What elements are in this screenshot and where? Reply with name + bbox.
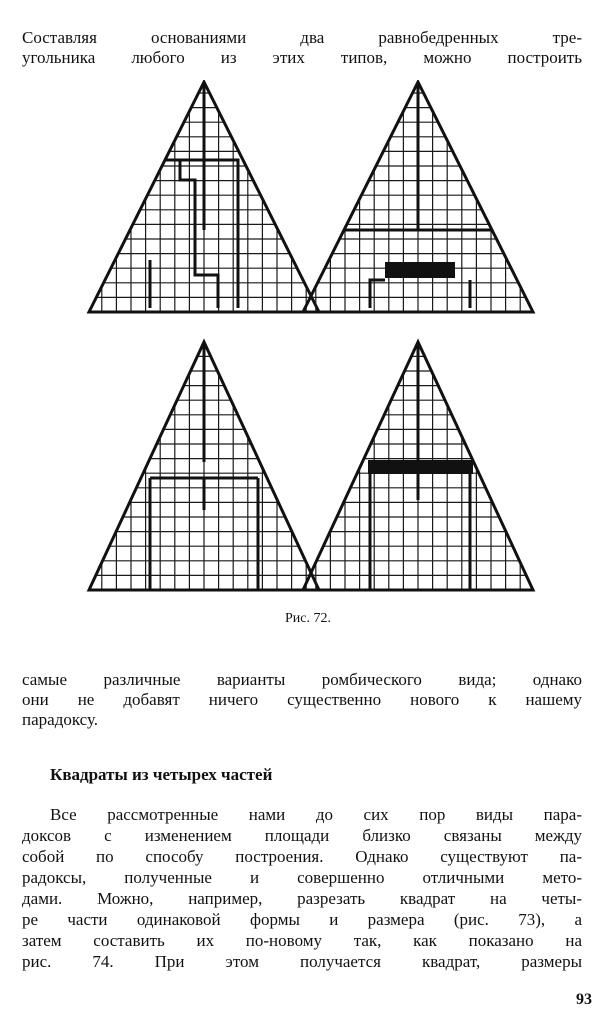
section-line-7: затем составить их по-новому так, как показано на xyxy=(22,931,582,950)
after-line-2: они не добавят ничего существенно нового к нашему xyxy=(22,690,582,709)
section-line-1: Все рассмотренные нами до сих пор виды пара- xyxy=(50,805,582,824)
section-heading: Квадраты из четырех частей xyxy=(50,765,273,784)
triangle-3 xyxy=(89,342,319,590)
page-number: 93 xyxy=(576,991,592,1008)
grid-lines xyxy=(303,342,533,590)
triangle-1 xyxy=(89,82,319,312)
cut-line xyxy=(165,160,238,308)
figure-caption: Рис. 72. xyxy=(285,611,331,626)
section-line-3: собой по способу построения. Однако существуют па- xyxy=(22,847,582,866)
section-line-2: доксов с изменением площади близко связаны между xyxy=(22,826,582,845)
intro-line-2: угольника любого из этих типов, можно построить xyxy=(22,48,582,67)
filled-block xyxy=(385,262,455,278)
section-line-4: радоксы, полученные и совершенно отличными мето- xyxy=(22,868,582,887)
triangle-2 xyxy=(303,82,533,312)
cut-line xyxy=(370,280,385,308)
section-line-8: рис. 74. При этом получается квадрат, размеры xyxy=(22,952,582,971)
section-line-6: ре части одинаковой формы и размера (рис. 73), а xyxy=(22,910,582,929)
grid-lines xyxy=(303,82,533,312)
cut-line xyxy=(180,160,218,308)
intro-line-1: Составляя основаниями два равнобедренных тре- xyxy=(22,28,582,47)
after-line-1: самые различные варианты ромбического вида; однако xyxy=(22,670,582,689)
figure-72 xyxy=(0,80,612,600)
figure-72-drawing xyxy=(0,80,612,600)
after-line-3: парадоксу. xyxy=(22,710,99,729)
triangle-4 xyxy=(303,342,533,590)
grid-lines xyxy=(89,342,319,590)
grid-lines xyxy=(89,82,319,312)
filled-block xyxy=(368,460,473,474)
section-line-5: дами. Можно, например, разрезать квадрат на четы- xyxy=(22,889,582,908)
